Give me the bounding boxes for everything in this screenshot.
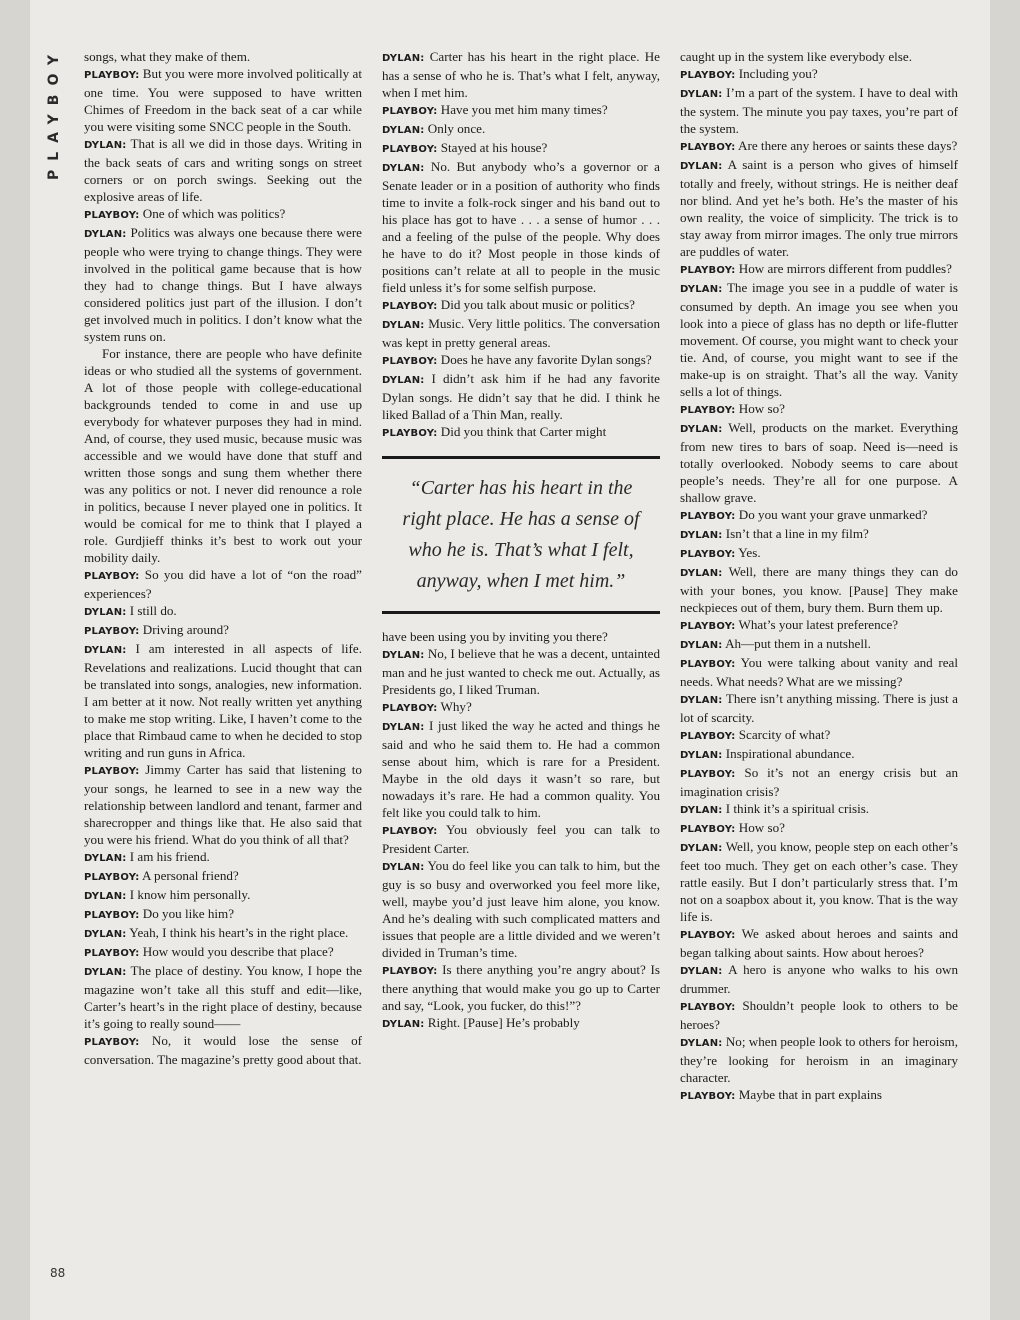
paragraph — [382, 821, 660, 857]
paragraph-text: have been using you by inviting you there? — [382, 629, 608, 644]
paragraph-text: Inspirational abundance. — [725, 746, 855, 761]
speaker-label: PLAYBOY: — [680, 549, 736, 560]
paragraph-text: I am his friend. — [129, 849, 210, 864]
paragraph — [84, 135, 362, 205]
column-2-top — [382, 48, 660, 442]
paragraph-text: A personal friend? — [142, 868, 239, 883]
paragraph — [382, 1014, 660, 1033]
speaker-label: PLAYBOY: — [382, 106, 438, 117]
paragraph-text: Isn’t that a line in my film? — [725, 526, 869, 541]
paragraph-text: Well, products on the market. Everything from new tires to bars of soap. Need is—need is totally overlooked. Nobody seems to care about people’s needs. They’re all for one purpose. A shallow grave. — [680, 420, 958, 505]
paragraph-text: Yeah, I think his heart’s in the right place. — [129, 925, 349, 940]
paragraph — [84, 943, 362, 962]
speaker-label: PLAYBOY: — [680, 405, 736, 416]
paragraph-text: A saint is a person who gives of himself totally and freely, without strings. He is neither deaf nor blind. And yet he’s both. He’s the master of his own reality, the voice of simplicity. The trick is to stay away from mirror images. The only true mirrors are puddles of water. — [680, 157, 958, 259]
paragraph — [382, 315, 660, 351]
paragraph — [680, 1033, 958, 1086]
speaker-label: DYLAN: — [84, 645, 127, 656]
speaker-label: PLAYBOY: — [84, 872, 140, 883]
paragraph — [382, 101, 660, 120]
paragraph — [680, 654, 958, 690]
paragraph-text: Maybe that in part explains — [738, 1087, 883, 1102]
paragraph — [680, 84, 958, 137]
speaker-label: PLAYBOY: — [84, 766, 140, 777]
speaker-label: DYLAN: — [84, 607, 127, 618]
paragraph-text: Did you talk about music or politics? — [440, 297, 635, 312]
column-3 — [680, 48, 958, 1288]
speaker-label: PLAYBOY: — [84, 1037, 140, 1048]
speaker-label: DYLAN: — [680, 1038, 723, 1049]
paragraph-text: No, it would lose the sense of conversation. The magazine’s pretty good about that. — [84, 1033, 362, 1067]
speaker-label: DYLAN: — [382, 320, 425, 331]
speaker-label: DYLAN: — [84, 140, 127, 151]
paragraph-text: I am interested in all aspects of life. Revelations and realizations. Lucid thought that can be translated into songs, analogies, new information. I am better at it now. Not really written yet anything to make me stop writing. Like, I haven’t come to the place that Rimbaud came to when he decided to stop writing and run guns in Africa. — [84, 641, 362, 760]
paragraph — [84, 867, 362, 886]
speaker-label: DYLAN: — [680, 843, 723, 854]
paragraph — [680, 616, 958, 635]
speaker-label: DYLAN: — [680, 568, 723, 579]
speaker-label: DYLAN: — [382, 53, 425, 64]
speaker-label: DYLAN: — [680, 966, 723, 977]
paragraph-text: Ah—put them in a nutshell. — [725, 636, 871, 651]
paragraph — [680, 925, 958, 961]
paragraph — [84, 924, 362, 943]
paragraph — [680, 400, 958, 419]
speaker-label: DYLAN: — [680, 89, 723, 100]
paragraph-text: The image you see in a puddle of water is consumed by depth. An image you see when you look into a piece of glass has no depth or life-flutter movement. Of course, you might want to check your tie. And, of course, you might want to see if the make-up is on straight. That’s all the way. Vanity sells a lot of things. — [680, 280, 958, 399]
paragraph — [680, 745, 958, 764]
paragraph-text: Driving around? — [142, 622, 229, 637]
paragraph-text: Stayed at his house? — [440, 140, 548, 155]
paragraph-text: No, I believe that he was a decent, untainted man and he just wanted to check me out. Actually, as Presidents go, I liked Truman. — [382, 646, 660, 697]
paragraph-text: We asked about heroes and saints and began talking about saints. How about heroes? — [680, 926, 958, 960]
speaker-label: PLAYBOY: — [680, 511, 736, 522]
paragraph-text: Carter has his heart in the right place. He has a sense of who he is. That’s what I felt, anyway, when I met him. — [382, 49, 660, 100]
paragraph — [680, 764, 958, 800]
speaker-label: DYLAN: — [382, 862, 425, 873]
paragraph-text: One of which was politics? — [142, 206, 286, 221]
paragraph — [84, 621, 362, 640]
speaker-label: PLAYBOY: — [680, 769, 736, 780]
paragraph-text: There isn’t anything missing. There is just a lot of scarcity. — [680, 691, 958, 725]
paragraph-text: Shouldn’t people look to others to be heroes? — [680, 998, 958, 1032]
speaker-label: DYLAN: — [680, 750, 723, 761]
paragraph-text: Jimmy Carter has said that listening to your songs, he learned to see in a new way the relationship between landlord and tenant, farmer and sharecropper and things like that. He also said that you were his friend. What do you think of all that? — [84, 762, 362, 847]
speaker-label: DYLAN: — [680, 424, 723, 435]
paragraph — [680, 726, 958, 745]
column-2-bottom — [382, 628, 660, 1033]
speaker-label: PLAYBOY: — [680, 1091, 736, 1102]
paragraph — [382, 351, 660, 370]
paragraph-text: Why? — [440, 699, 472, 714]
speaker-label: DYLAN: — [84, 891, 127, 902]
paragraph-text: So it’s not an energy crisis but an imagination crisis? — [680, 765, 958, 799]
speaker-label: DYLAN: — [382, 375, 425, 386]
paragraph — [680, 961, 958, 997]
paragraph — [382, 139, 660, 158]
speaker-label: PLAYBOY: — [680, 70, 736, 81]
paragraph-text: You do feel like you can talk to him, but the guy is so busy and overworked you feel more like, well, maybe you’d just leave him alone, you know. And he’s dealing with such complicated matters and issues that people are a little divided and we weren’t divided in Truman’s time. — [382, 858, 660, 960]
paragraph-text: I think it’s a spiritual crisis. — [725, 801, 870, 816]
paragraph-text: How so? — [738, 401, 785, 416]
speaker-label: DYLAN: — [84, 929, 127, 940]
paragraph — [680, 1086, 958, 1105]
running-head: PLAYBOY — [46, 46, 62, 181]
paragraph-text: Yes. — [738, 545, 761, 560]
paragraph-text: Did you think that Carter might — [440, 424, 607, 439]
paragraph — [382, 423, 660, 442]
speaker-label: PLAYBOY: — [680, 930, 736, 941]
paragraph-text: I just liked the way he acted and things he said and who he said them to. He had a common sense about him, which is rare for a President. Maybe in the old days it wasn’t so rare, but nowadays it’s rare. He had a common quality. You felt like you could talk to him. — [382, 718, 660, 820]
paragraph-text: caught up in the system like everybody else. — [680, 49, 912, 64]
speaker-label: PLAYBOY: — [382, 301, 438, 312]
paragraph — [382, 48, 660, 101]
paragraph-text: Are there any heroes or saints these days? — [738, 138, 958, 153]
paragraph — [382, 645, 660, 698]
paragraph-text: Right. [Pause] He’s probably — [427, 1015, 580, 1030]
paragraph-text: So you did have a lot of “on the road” experiences? — [84, 567, 362, 601]
paragraph-text: How so? — [738, 820, 785, 835]
paragraph — [680, 563, 958, 616]
pull-quote-text: “Carter has his heart in the right place. He has a sense of who he is. That’s what I felt, anyway, when I met him.” — [402, 477, 640, 592]
paragraph — [84, 205, 362, 224]
paragraph-text: Does he have any favorite Dylan songs? — [440, 352, 652, 367]
paragraph-text: Well, there are many things they can do with your bones, you know. [Pause] They make neckpieces out of them, bury them. Burn them up. — [680, 564, 958, 615]
speaker-label: PLAYBOY: — [382, 966, 438, 977]
paragraph — [382, 120, 660, 139]
paragraph — [382, 698, 660, 717]
paragraph — [84, 848, 362, 867]
paragraph — [84, 224, 362, 345]
speaker-label: DYLAN: — [680, 530, 723, 541]
paragraph — [84, 640, 362, 761]
paragraph — [84, 962, 362, 1032]
speaker-label: PLAYBOY: — [84, 910, 140, 921]
paragraph-text: Do you want your grave unmarked? — [738, 507, 928, 522]
speaker-label: PLAYBOY: — [680, 659, 736, 670]
paragraph-text: But you were more involved politically at one time. You were supposed to have written Chimes of Freedom in the back seat of a car while you were visiting some SNCC people in the South. — [84, 66, 362, 134]
speaker-label: PLAYBOY: — [680, 621, 736, 632]
speaker-label: PLAYBOY: — [382, 144, 438, 155]
paragraph — [680, 279, 958, 400]
paragraph-text: How would you describe that place? — [142, 944, 334, 959]
paragraph-text: What’s your latest preference? — [738, 617, 899, 632]
paragraph-text: You obviously feel you can talk to President Carter. — [382, 822, 660, 856]
paragraph — [680, 819, 958, 838]
paragraph-text: No. But anybody who’s a governor or a Senate leader or in a position of authority who finds time to invite a folk-rock singer and his band out to his place has got to have . . . a sense of humor . . . and a feeling of the pulse of the people. Why does he have to do it? Most people in those kinds of positions can’t relate at all to people in the music field unless it’s for some selfish purpose. — [382, 159, 660, 295]
paragraph — [680, 260, 958, 279]
paragraph — [382, 961, 660, 1014]
paragraph-text: A hero is anyone who walks to his own drummer. — [680, 962, 958, 996]
column-2 — [382, 48, 660, 1288]
paragraph-text: How are mirrors different from puddles? — [738, 261, 952, 276]
paragraph-text: Well, you know, people step on each other’s feet too much. They get on each other’s case. They rattle easily. But I don’t particularly stress that. I’m not on a soapbox about it, you know. That is the way life is. — [680, 839, 958, 924]
paragraph-text: Is there anything you’re angry about? Is there anything that would make you go up to Carter and say, “Look, you fucker, do this!”? — [382, 962, 660, 1013]
speaker-label: PLAYBOY: — [84, 626, 140, 637]
speaker-label: DYLAN: — [680, 161, 723, 172]
paragraph-text: Including you? — [738, 66, 818, 81]
speaker-label: DYLAN: — [382, 125, 425, 136]
paragraph-text: Do you like him? — [142, 906, 235, 921]
speaker-label: PLAYBOY: — [382, 703, 438, 714]
paragraph-text: Have you met him many times? — [440, 102, 608, 117]
paragraph-text: Only once. — [427, 121, 486, 136]
speaker-label: PLAYBOY: — [680, 142, 736, 153]
paragraph — [382, 717, 660, 821]
paragraph — [84, 1032, 362, 1068]
paragraph — [680, 544, 958, 563]
speaker-label: DYLAN: — [84, 967, 127, 978]
speaker-label: DYLAN: — [84, 229, 127, 240]
paragraph — [680, 838, 958, 925]
paragraph — [84, 905, 362, 924]
paragraph — [680, 506, 958, 525]
paragraph-text: songs, what they make of them. — [84, 49, 251, 64]
paragraph — [382, 628, 660, 645]
paragraph-text: You were talking about vanity and real needs. What needs? What are we missing? — [680, 655, 958, 689]
paragraph — [680, 48, 958, 65]
paragraph-text: Music. Very little politics. The conversation was kept in pretty general areas. — [382, 316, 660, 350]
speaker-label: PLAYBOY: — [680, 824, 736, 835]
speaker-label: DYLAN: — [680, 640, 723, 651]
page-number: 88 — [50, 1266, 66, 1280]
speaker-label: PLAYBOY: — [382, 356, 438, 367]
speaker-label: DYLAN: — [680, 805, 723, 816]
paragraph — [680, 635, 958, 654]
magazine-page — [30, 0, 990, 1320]
speaker-label: DYLAN: — [680, 695, 723, 706]
paragraph — [680, 419, 958, 506]
paragraph — [680, 525, 958, 544]
speaker-label: PLAYBOY: — [382, 428, 438, 439]
paragraph-text: That is all we did in those days. Writing in the back seats of cars and writing songs on street corners or on porch swings. Seeking out the explosive areas of life. — [84, 136, 362, 204]
speaker-label: PLAYBOY: — [382, 826, 438, 837]
paragraph — [680, 65, 958, 84]
paragraph — [680, 800, 958, 819]
speaker-label: PLAYBOY: — [84, 210, 140, 221]
speaker-label: PLAYBOY: — [84, 948, 140, 959]
speaker-label: PLAYBOY: — [84, 70, 140, 81]
speaker-label: DYLAN: — [382, 1019, 425, 1030]
paragraph-text: I didn’t ask him if he had any favorite Dylan songs. He didn’t say that he did. I think he liked Ballad of a Thin Man, really. — [382, 371, 660, 422]
paragraph-text: I’m a part of the system. I have to deal with the system. The minute you pay taxes, you’re part of the system. — [680, 85, 958, 136]
speaker-label: PLAYBOY: — [680, 1002, 736, 1013]
paragraph-text: No; when people look to others for heroism, they’re looking for heroism in an imaginary character. — [680, 1034, 958, 1085]
paragraph — [84, 602, 362, 621]
speaker-label: DYLAN: — [84, 853, 127, 864]
speaker-label: DYLAN: — [382, 163, 425, 174]
paragraph — [680, 156, 958, 260]
paragraph — [84, 761, 362, 848]
paragraph — [680, 997, 958, 1033]
paragraph-text: The place of destiny. You know, I hope the magazine won’t take all this stuff and edit—like, Carter’s heart’s in the right place of destiny, because it’s going to really sound—— — [84, 963, 362, 1031]
paragraph — [680, 137, 958, 156]
paragraph — [84, 48, 362, 65]
paragraph-text: For instance, there are people who have definite ideas or who studied all the systems of government. A lot of those people with college-educational backgrounds tended to come in and use up everybody for whatever purposes they had in mind. And, of course, they used music, because music was accessible and we would have done that stuff and written those songs and sung them whether there was any politics or not. I never did renounce a role in politics, because I never played one in politics. It would be comical for me to think that I played a role. Gurdjieff thinks it’s best to work out your mobility daily. — [84, 346, 362, 565]
paragraph — [382, 296, 660, 315]
pull-quote — [382, 456, 660, 614]
speaker-label: DYLAN: — [680, 284, 723, 295]
paragraph — [84, 345, 362, 566]
paragraph-text: I know him personally. — [129, 887, 251, 902]
paragraph — [84, 65, 362, 135]
paragraph — [680, 690, 958, 726]
speaker-label: DYLAN: — [382, 650, 425, 661]
paragraph-text: I still do. — [129, 603, 177, 618]
paragraph-text: Politics was always one because there were people who were trying to change things. They were involved in the political game because that is how they had to change things. But I have always considered politics just part of the illusion. I don’t get involved much in politics. I don’t know what the system runs on. — [84, 225, 362, 344]
paragraph — [382, 370, 660, 423]
paragraph — [84, 566, 362, 602]
paragraph — [382, 158, 660, 296]
paragraph — [84, 886, 362, 905]
speaker-label: PLAYBOY: — [680, 731, 736, 742]
paragraph — [382, 857, 660, 961]
speaker-label: DYLAN: — [382, 722, 425, 733]
column-1 — [84, 48, 362, 1288]
speaker-label: PLAYBOY: — [680, 265, 736, 276]
speaker-label: PLAYBOY: — [84, 571, 140, 582]
paragraph-text: Scarcity of what? — [738, 727, 831, 742]
